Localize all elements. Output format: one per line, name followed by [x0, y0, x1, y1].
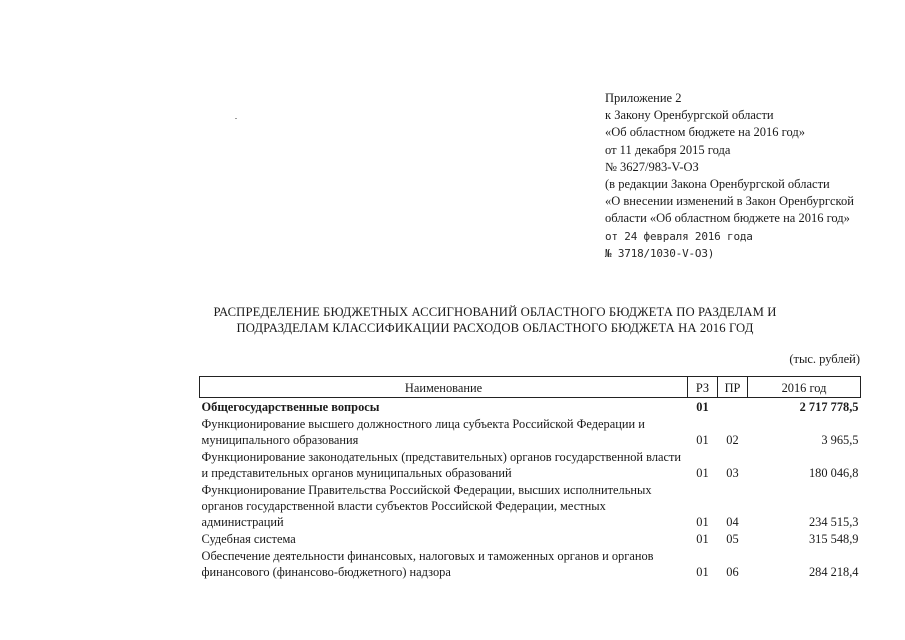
- row-sum: 2 717 778,5: [799, 400, 859, 414]
- annex-line: «Об областном бюджете на 2016 год»: [605, 125, 805, 140]
- table-row: [200, 415, 861, 448]
- table-row: [200, 398, 861, 416]
- row-sum: 3 965,5: [821, 433, 859, 447]
- table-row: [200, 448, 861, 481]
- row-rz: 01: [696, 433, 709, 447]
- units-label: (тыс. рублей): [789, 352, 860, 366]
- row-rz: 01: [696, 466, 709, 480]
- annex-line: (в редакции Закона Оренбургской области: [605, 177, 830, 192]
- table-header-row: [200, 377, 861, 398]
- row-name: Функционирование законодательных (представительных) органов государственной власти и представительных органов муниципальных образований: [201, 450, 682, 480]
- scan-speck: [235, 118, 237, 119]
- annex-line: к Закону Оренбургской области: [605, 108, 774, 123]
- table-row: [200, 547, 861, 580]
- document-title: [190, 304, 800, 336]
- row-pr: 02: [726, 433, 739, 447]
- row-sum: 315 548,9: [808, 532, 859, 546]
- row-rz: 01: [696, 400, 709, 414]
- annex-line: области «Об областном бюджете на 2016 год»: [605, 211, 850, 226]
- table-row: [200, 481, 861, 530]
- annex-line: № 3627/983-V-ОЗ: [605, 159, 699, 174]
- row-sum: 284 218,4: [808, 565, 859, 579]
- row-pr: [718, 398, 748, 416]
- annex-line: «О внесении изменений в Закон Оренбургской: [605, 194, 854, 209]
- row-name: Функционирование Правительства Российской Федерации, высших исполнительных органов государственной власти субъектов Российской Федерации, местных администраций: [201, 483, 652, 529]
- document-title-line-1: РАСПРЕДЕЛЕНИЕ БЮДЖЕТНЫХ АССИГНОВАНИЙ ОБЛАСТНОГО БЮДЖЕТА ПО РАЗДЕЛАМ И: [213, 305, 777, 319]
- row-pr: 06: [726, 565, 739, 579]
- row-sum: 234 515,3: [808, 515, 859, 529]
- row-name: Общегосударственные вопросы: [201, 400, 380, 414]
- row-rz: 01: [696, 532, 709, 546]
- annex-typed-date: от 24 февраля 2016 года: [605, 229, 753, 243]
- row-pr: 03: [726, 466, 739, 480]
- annex-block: [605, 90, 895, 262]
- annex-typed-number: № 3718/1030-V-ОЗ): [605, 246, 715, 260]
- row-pr: 05: [726, 532, 739, 546]
- row-pr: 04: [726, 515, 739, 529]
- header-pr: ПР: [718, 377, 748, 398]
- annex-line: Приложение 2: [605, 91, 682, 105]
- budget-table: [199, 376, 861, 580]
- row-name: Функционирование высшего должностного лица субъекта Российской Федерации и муниципального образования: [201, 417, 645, 447]
- document-title-line-2: ПОДРАЗДЕЛАМ КЛАССИФИКАЦИИ РАСХОДОВ ОБЛАСТНОГО БЮДЖЕТА НА 2016 ГОД: [236, 321, 754, 335]
- annex-line: от 11 декабря 2015 года: [605, 142, 731, 157]
- table-row: [200, 530, 861, 547]
- row-rz: 01: [696, 515, 709, 529]
- row-name: Обеспечение деятельности финансовых, налоговых и таможенных органов и органов финансового (финансово-бюджетного) надзора: [201, 549, 654, 579]
- header-name: Наименование: [200, 377, 688, 398]
- header-rz: РЗ: [688, 377, 718, 398]
- row-name: Судебная система: [201, 532, 296, 546]
- row-sum: 180 046,8: [808, 466, 859, 480]
- header-year: 2016 год: [748, 377, 861, 398]
- row-rz: 01: [696, 565, 709, 579]
